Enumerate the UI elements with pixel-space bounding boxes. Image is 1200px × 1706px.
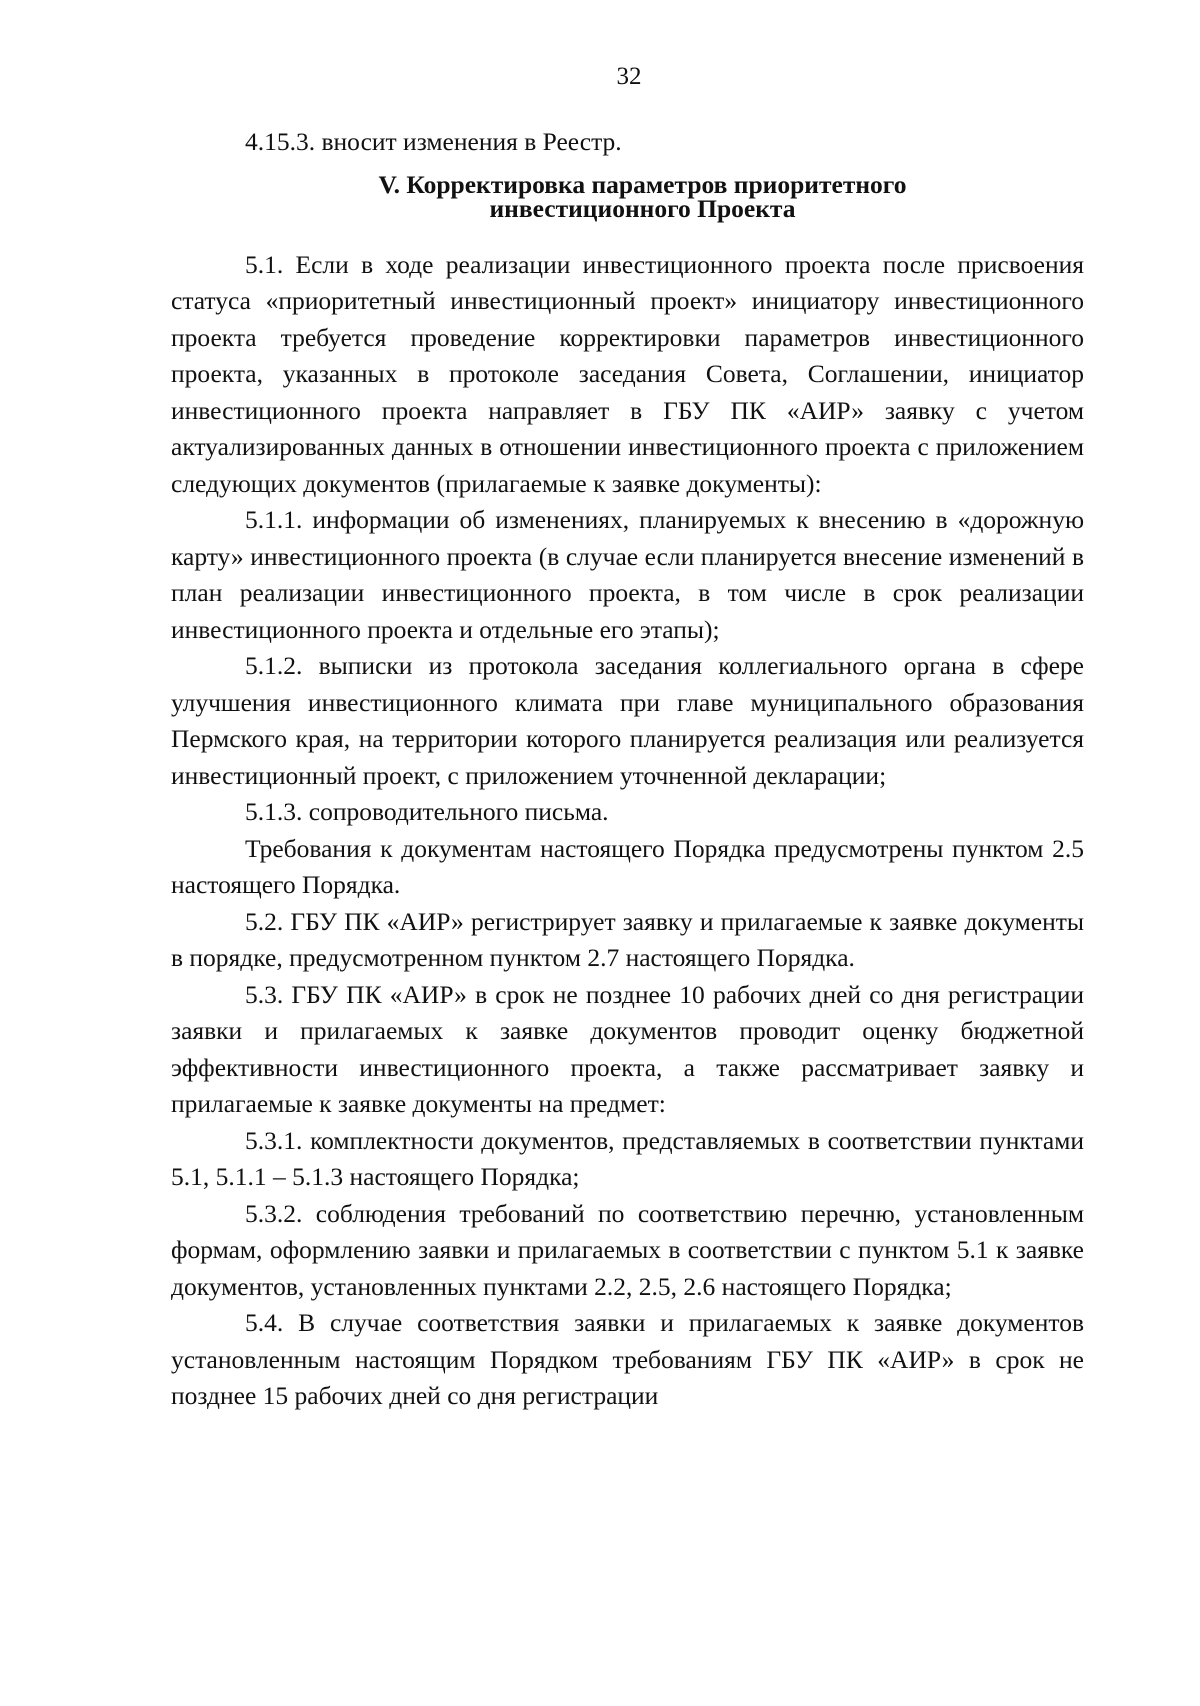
paragraph-requirements: Требования к документам настоящего Порядка предусмотрены пунктом 2.5 настоящего Порядка. [171, 833, 1084, 899]
section-heading [171, 169, 1084, 223]
paragraph-5-2: 5.2. ГБУ ПК «АИР» регистрирует заявку и прилагаемые к заявке документы в порядке, предусмотренном пунктом 2.7 настоящего Порядка. [171, 906, 1084, 972]
paragraph-5-3-1: 5.3.1. комплектности документов, представляемых в соответствии пунктами 5.1, 5.1.1 – 5.1.3 настоящего Порядка; [171, 1125, 1084, 1191]
paragraph-5-3: 5.3. ГБУ ПК «АИР» в срок не позднее 10 рабочих дней со дня регистрации заявки и прилагаемых к заявке документов проводит оценку бюджетной эффективности инвестиционного проекта, а также рассматривает заявку и прилагаемые к заявке документы на предмет: [171, 979, 1084, 1118]
section-heading-line-2: инвестиционного Проекта [489, 193, 796, 223]
document-body [171, 124, 1084, 1415]
paragraph-5-1: 5.1. Если в ходе реализации инвестиционного проекта после присвоения статуса «приоритетный инвестиционный проект» инициатору инвестиционного проекта требуется проведение корректировки параметров инвестиционного проекта, указанных в протоколе заседания Совета, Соглашении, инициатор инвестиционного проекта направляет в ГБУ ПК «АИР» заявку с учетом актуализированных данных в отношении инвестиционного проекта с приложением следующих документов (прилагаемые к заявке документы): [171, 249, 1084, 498]
page-number: 32 [616, 63, 642, 90]
section-heading-line-1: V. Корректировка параметров приоритетного [378, 169, 907, 199]
paragraph-5-4: 5.4. В случае соответствия заявки и прилагаемых к заявке документов установленным настоящим Порядком требованиям ГБУ ПК «АИР» в срок не позднее 15 рабочих дней со дня регистрации [171, 1308, 1084, 1410]
paragraph-5-1-3: 5.1.3. сопроводительного письма. [245, 797, 609, 826]
paragraph-5-1-1: 5.1.1. информации об изменениях, планируемых к внесению в «дорожную карту» инвестиционного проекта (в случае если планируется внесение изменений в план реализации инвестиционного проекта, в том числе в срок реализации инвестиционного проекта и отдельные его этапы); [171, 505, 1084, 644]
paragraph-4-15-3: 4.15.3. вносит изменения в Реестр. [245, 127, 622, 156]
paragraph-5-1-2: 5.1.2. выписки из протокола заседания коллегиального органа в сфере улучшения инвестиционного климата при главе муниципального образования Пермского края, на территории которого планируется реализация или реализуется инвестиционный проект, с приложением уточненной декларации; [171, 651, 1084, 790]
paragraph-5-3-2: 5.3.2. соблюдения требований по соответствию перечню, установленным формам, оформлению заявки и прилагаемых в соответствии с пунктом 5.1 к заявке документов, установленных пунктами 2.2, 2.5, 2.6 настоящего Порядка; [171, 1198, 1084, 1301]
